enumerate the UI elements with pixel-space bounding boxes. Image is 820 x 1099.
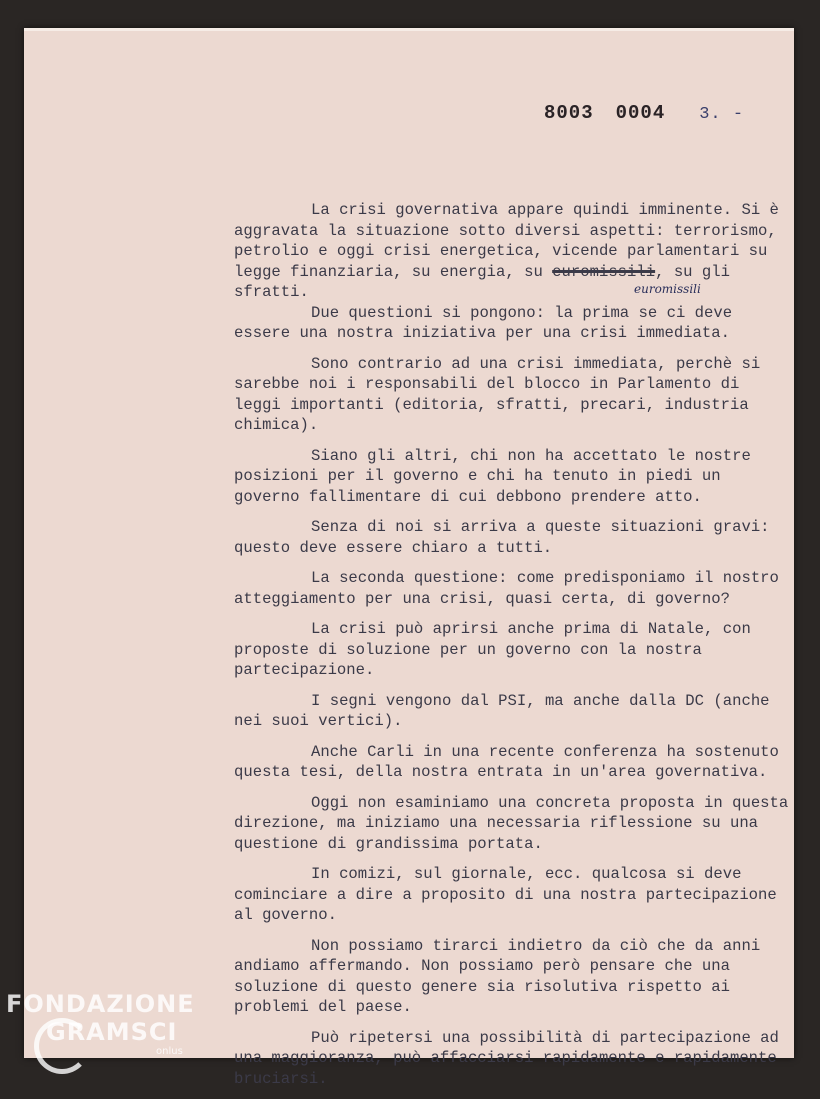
logo-line-2: GRAMSCI [46, 1018, 178, 1046]
paragraph-6: La seconda questione: come predisponiamo il nostro atteggiamento per una crisi, quasi certa, di governo? [234, 569, 779, 608]
paragraph-7: La crisi può aprirsi anche prima di Natale, con proposte di soluzione per un governo con la nostra partecipazione. [234, 620, 751, 679]
typed-text-body [234, 200, 794, 1099]
fondazione-gramsci-watermark-logo [6, 990, 195, 1057]
paragraph-1: La crisi governativa appare quindi imminente. Si è aggravata la situazione sotto diversi aspetti: terrorismo, petrolio e oggi crisi energetica, vicende parlamentari su legge finanziaria, su energia, su euromissili, su gli sfratti. [234, 201, 779, 301]
logo-line-3: onlus [156, 1046, 183, 1057]
document-page [24, 28, 794, 1088]
struck-word: euromissili [552, 262, 656, 281]
handwritten-correction: euromissili [634, 282, 701, 296]
paragraph-12: Non possiamo tirarci indietro da ciò che da anni andiamo affermando. Non possiamo però pensare che una soluzione di questo genere sia risolutiva rispetto ai problemi del paese. [234, 936, 761, 1016]
paragraph-9: Anche Carli in una recente conferenza ha sostenuto questa tesi, della nostra entrata in un'area governativa. [234, 742, 779, 781]
archive-code-2: 0004 [615, 102, 666, 124]
archive-code-header [544, 102, 766, 124]
paragraph-8: I segni vengono dal PSI, ma anche dalla DC (anche nei suoi vertici). [234, 691, 770, 730]
logo-g-icon [34, 1018, 90, 1074]
paragraph-13: Può ripetersi una possibilità di partecipazione ad una maggioranza, può affacciarsi rapidamente e rapidamente bruciarsi. [234, 1028, 779, 1088]
paragraph-4: Siano gli altri, chi non ha accettato le nostre posizioni per il governo e chi ha tenuto in piedi un governo fallimentare di cui debbono prendere atto. [234, 446, 751, 506]
page-top-edge [24, 28, 794, 31]
logo-line-1: FONDAZIONE [6, 990, 195, 1018]
paragraph-2: Due questioni si pongono: la prima se ci deve essere una nostra iniziativa per una crisi immediata. [234, 303, 733, 342]
paragraph-5: Senza di noi si arriva a queste situazioni gravi: questo deve essere chiaro a tutti. [234, 518, 770, 557]
paragraph-10: Oggi non esaminiamo una concreta proposta in questa direzione, ma iniziamo una necessaria riflessione su una questione di grandissima portata. [234, 793, 789, 853]
paragraph-3: Sono contrario ad una crisi immediata, perchè si sarebbe noi i responsabili del blocco in Parlamento di leggi importanti (editoria, sfratti, precari, industria chimica). [234, 354, 761, 434]
paragraph-11: In comizi, sul giornale, ecc. qualcosa si deve cominciare a dire a proposito di una nostra partecipazione al governo. [234, 865, 777, 924]
page-number: 3. - [699, 105, 745, 124]
archive-code-1: 8003 [544, 102, 594, 124]
